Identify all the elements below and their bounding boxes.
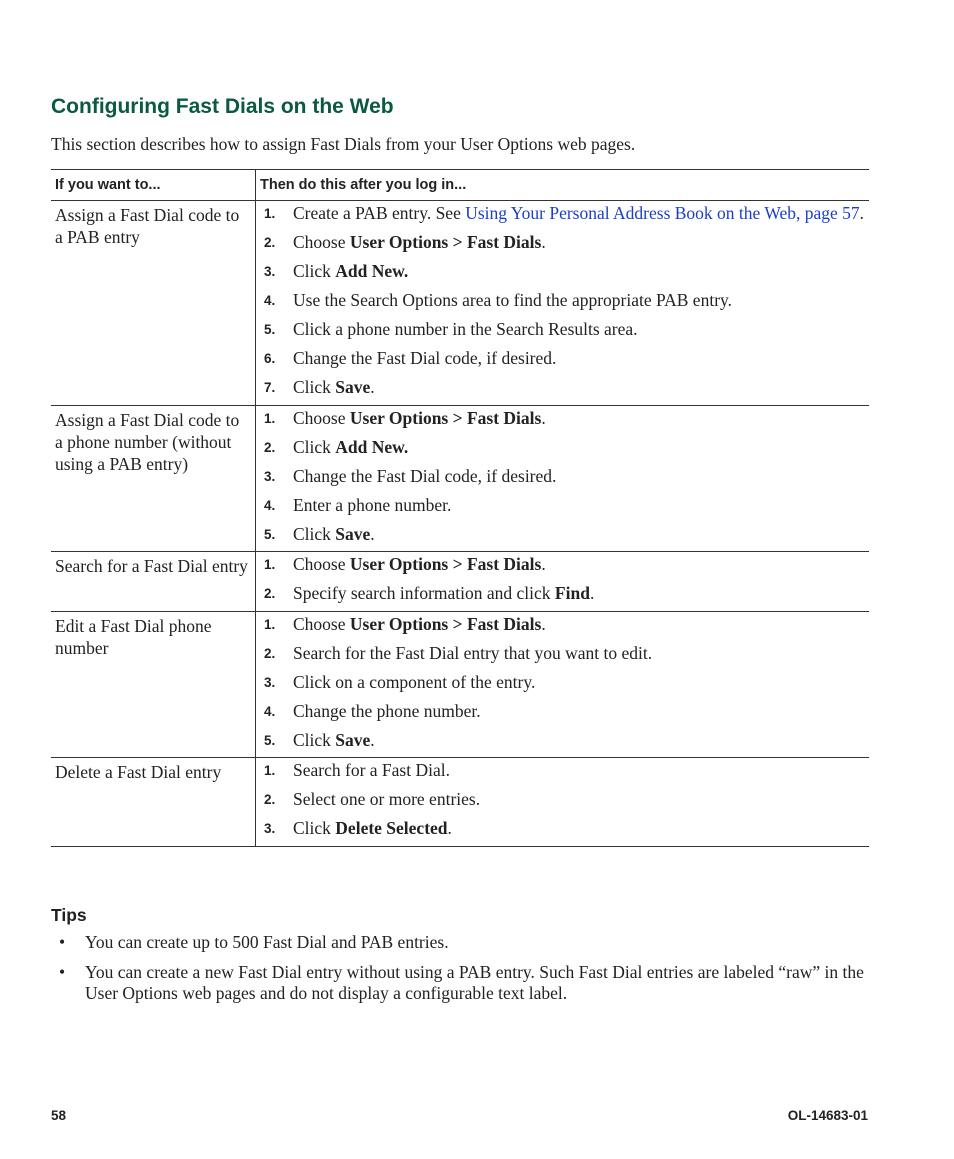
step-item [264,818,869,840]
step-number: 5. [264,526,276,542]
step-list [264,554,869,605]
step-item [264,261,869,283]
step-text: Choose [293,232,350,252]
step-item [264,232,869,254]
step-list [264,760,869,840]
step-text: Change the Fast Dial code, if desired. [293,465,557,486]
steps-cell [256,552,870,612]
step-text: Click [293,523,336,544]
step-item [264,319,869,341]
step-number: 7. [264,380,276,395]
step-text: . [370,377,375,397]
step-text: Search for a Fast Dial. [293,760,450,780]
step-text: Create a PAB entry. See [293,203,466,223]
step-text: Click [293,729,336,750]
step-number: 1. [264,206,276,221]
ui-term: Add New. [335,436,409,457]
task-cell: Assign a Fast Dial code to a PAB entry [51,201,256,406]
step-number: 4. [264,497,276,513]
table-row [51,552,869,612]
step-number: 2. [264,586,276,601]
task-cell: Edit a Fast Dial phone number [51,611,256,758]
ui-term: User Options > Fast Dials [349,613,542,634]
ui-term: Find [554,583,590,603]
step-item [264,377,869,399]
ui-term: Save [335,523,371,544]
step-item [264,495,869,517]
task-cell: Assign a Fast Dial code to a phone number (without using a PAB entry) [51,405,256,552]
step-text: Change the phone number. [293,700,481,721]
step-item [264,614,869,636]
ui-term: Delete Selected [335,818,448,838]
step-text: . [589,583,595,603]
step-number: 5. [264,322,276,337]
ui-term: User Options > Fast Dials [349,232,542,252]
step-item [264,524,869,546]
tip-item [51,932,869,954]
step-number: 5. [264,732,276,748]
step-number: 4. [264,293,276,308]
step-text: Select one or more entries. [293,789,481,809]
step-item [264,701,869,723]
tip-text: You can create up to 500 Fast Dial and PAB entries. [85,932,449,952]
step-number: 3. [264,821,276,836]
step-item [264,789,869,811]
step-text: Click a phone number in the Search Results area. [293,319,638,339]
ui-term: Save [335,729,371,750]
step-text: . [859,203,865,223]
step-text: Click [293,261,336,281]
bullet-icon: • [59,961,66,982]
section-title: Configuring Fast Dials on the Web [51,95,394,118]
step-item [264,290,869,312]
step-text: Enter a phone number. [293,494,452,515]
steps-cell [256,758,870,847]
ui-term: User Options > Fast Dials [349,407,542,428]
step-number: 2. [264,792,276,807]
step-text: Click [293,818,336,838]
steps-cell [256,405,870,552]
step-text: . [370,729,375,750]
column-header-steps: Then do this after you log in... [256,170,870,201]
tip-text: You can create a new Fast Dial entry without using a PAB entry. Such Fast Dial entries are labeled “raw” in the User Options web pages and do not display a configurable text label. [85,961,864,1003]
ui-term: Save [335,377,371,397]
step-item [264,672,869,694]
step-text: Click on a component of the entry. [293,671,536,692]
page-number: 58 [51,1108,67,1123]
step-number: 3. [264,674,276,690]
step-item [264,437,869,459]
step-text: . [541,232,546,252]
step-text: Choose [293,407,350,428]
tip-item [51,962,869,1005]
table-row [51,758,869,847]
tips-heading: Tips [51,905,87,925]
step-item [264,583,869,605]
step-item [264,466,869,488]
step-text: Use the Search Options area to find the appropriate PAB entry. [293,290,733,310]
tips-list [51,932,869,1013]
step-number: 1. [264,616,276,632]
step-number: 2. [264,645,276,661]
step-item [264,643,869,665]
step-number: 2. [264,439,276,455]
step-number: 4. [264,703,276,719]
intro-text: This section describes how to assign Fast Dials from your User Options web pages. [51,134,636,154]
step-text: Click [293,377,336,397]
steps-cell [256,201,870,406]
cross-reference-link[interactable]: Using Your Personal Address Book on the Web, page 57 [465,203,860,223]
bullet-icon: • [59,932,66,952]
step-text: Choose [293,613,350,634]
step-item [264,408,869,430]
step-text: . [541,554,546,574]
task-cell: Search for a Fast Dial entry [51,552,256,612]
step-list [264,203,869,399]
step-item [264,348,869,370]
steps-cell [256,611,870,758]
step-text: Choose [293,554,350,574]
step-text: . [541,613,546,634]
table-header-row [51,170,869,201]
table-body [51,201,869,847]
step-text: . [370,523,375,544]
step-number: 3. [264,468,276,484]
step-number: 1. [264,410,276,426]
step-number: 2. [264,235,276,250]
document-id: OL-14683-01 [787,1108,868,1123]
table-row [51,611,869,758]
step-item [264,554,869,576]
ui-term: User Options > Fast Dials [349,554,542,574]
task-cell: Delete a Fast Dial entry [51,758,256,847]
step-text: Specify search information and click [293,583,555,603]
step-text: . [447,818,452,838]
ui-term: Add New. [335,261,409,281]
table-row [51,405,869,552]
step-list [264,614,869,752]
fast-dial-table [51,169,869,847]
step-text: Search for the Fast Dial entry that you want to edit. [293,642,653,663]
step-item [264,730,869,752]
step-text: . [541,407,546,428]
step-list [264,408,869,546]
step-number: 3. [264,264,276,279]
step-item [264,203,869,225]
step-text: Change the Fast Dial code, if desired. [293,348,557,368]
step-text: Click [293,436,336,457]
step-item [264,760,869,782]
table-row [51,201,869,406]
column-header-task: If you want to... [51,170,256,201]
step-number: 1. [264,557,276,572]
step-number: 6. [264,351,276,366]
step-number: 1. [264,763,276,778]
